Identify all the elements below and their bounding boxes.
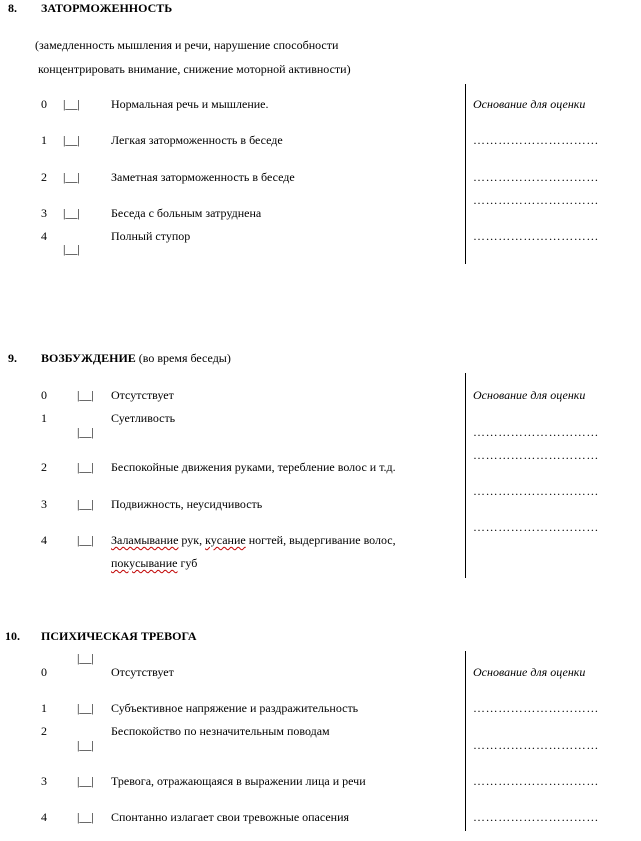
item-text: Спонтанно излагает свои тревожные опасения — [111, 810, 350, 824]
basis-dotted-line[interactable]: ………………………… — [473, 520, 599, 534]
item-score: 4 — [41, 810, 47, 824]
item-checkbox[interactable]: |__| — [63, 206, 80, 220]
item-checkbox[interactable]: |__| — [77, 388, 94, 402]
basis-dotted-line[interactable]: ………………………… — [473, 425, 599, 439]
basis-dotted-line[interactable]: ………………………… — [473, 193, 599, 207]
item-score: 1 — [41, 701, 47, 715]
basis-dotted-line[interactable]: ………………………… — [473, 701, 599, 715]
item-score: 1 — [41, 411, 47, 425]
item-text-line-2 — [111, 556, 197, 570]
item-checkbox[interactable]: |__| — [63, 242, 80, 256]
item-checkbox[interactable]: |__| — [77, 701, 94, 715]
item-text: Подвижность, неусидчивость — [111, 497, 263, 511]
spelling-flag: кусание — [205, 533, 246, 547]
spelling-flag: покусывание — [111, 556, 178, 570]
item-text-line-1 — [111, 533, 396, 547]
item-score: 3 — [41, 774, 47, 788]
spelling-flag: Заламывание — [111, 533, 179, 547]
basis-label: Основание для оценки — [473, 97, 586, 111]
item-checkbox[interactable]: |__| — [63, 133, 80, 147]
basis-dotted-line[interactable]: ………………………… — [473, 133, 599, 147]
vertical-divider — [465, 84, 466, 264]
item-score: 4 — [41, 533, 47, 547]
item-score: 2 — [41, 724, 47, 738]
basis-dotted-line[interactable]: ………………………… — [473, 170, 599, 184]
section-title-suffix: (во время беседы) — [135, 351, 231, 365]
item-checkbox[interactable]: |__| — [77, 497, 94, 511]
item-checkbox[interactable]: |__| — [63, 97, 80, 111]
item-checkbox[interactable]: |__| — [77, 738, 94, 752]
section-number: 10. — [5, 629, 20, 643]
item-text: Беседа с больным затруднена — [111, 206, 262, 220]
item-text: Беспокойство по незначительным поводам — [111, 724, 330, 738]
item-score: 2 — [41, 460, 47, 474]
text-fragment: губ — [177, 556, 198, 570]
item-text: Отсутствует — [111, 665, 174, 679]
section-title: ЗАТОРМОЖЕННОСТЬ — [41, 1, 173, 15]
item-checkbox[interactable]: |__| — [77, 810, 94, 824]
vertical-divider — [465, 373, 466, 578]
item-text: Субъективное напряжение и раздражительность — [111, 701, 359, 715]
basis-label: Основание для оценки — [473, 388, 586, 402]
item-text: Суетливость — [111, 411, 176, 425]
item-score: 3 — [41, 497, 47, 511]
section-title — [41, 351, 231, 365]
item-text: Легкая заторможенность в беседе — [111, 133, 283, 147]
text-fragment: рук, — [178, 533, 206, 547]
basis-dotted-line[interactable]: ………………………… — [473, 229, 599, 243]
section-title: ПСИХИЧЕСКАЯ ТРЕВОГА — [41, 629, 197, 643]
item-checkbox[interactable]: |__| — [77, 651, 94, 665]
item-score: 2 — [41, 170, 47, 184]
item-text: Отсутствует — [111, 388, 174, 402]
basis-dotted-line[interactable]: ………………………… — [473, 810, 599, 824]
section-number: 9. — [8, 351, 17, 365]
item-score: 0 — [41, 665, 47, 679]
item-text: Заметная заторможенность в беседе — [111, 170, 295, 184]
text-fragment: ногтей, выдергивание волос, — [245, 533, 396, 547]
item-text: Полный ступор — [111, 229, 191, 243]
item-checkbox[interactable]: |__| — [63, 170, 80, 184]
item-score: 1 — [41, 133, 47, 147]
basis-dotted-line[interactable]: ………………………… — [473, 738, 599, 752]
item-score: 3 — [41, 206, 47, 220]
item-checkbox[interactable]: |__| — [77, 774, 94, 788]
vertical-divider — [465, 651, 466, 831]
section-title-text: ВОЗБУЖДЕНИЕ — [41, 351, 136, 365]
item-checkbox[interactable]: |__| — [77, 425, 94, 439]
section-number: 8. — [8, 1, 17, 15]
section-description-line-1: (замедленность мышления и речи, нарушение способности — [35, 38, 339, 52]
item-score: 0 — [41, 97, 47, 111]
item-score: 0 — [41, 388, 47, 402]
basis-dotted-line[interactable]: ………………………… — [473, 484, 599, 498]
item-score: 4 — [41, 229, 47, 243]
item-text: Нормальная речь и мышление. — [111, 97, 269, 111]
basis-label: Основание для оценки — [473, 665, 586, 679]
basis-dotted-line[interactable]: ………………………… — [473, 774, 599, 788]
item-checkbox[interactable]: |__| — [77, 533, 94, 547]
item-checkbox[interactable]: |__| — [77, 460, 94, 474]
section-description-line-2: концентрировать внимание, снижение моторной активности) — [38, 62, 351, 76]
item-text: Беспокойные движения руками, теребление волос и т.д. — [111, 460, 396, 474]
basis-dotted-line[interactable]: ………………………… — [473, 448, 599, 462]
item-text: Тревога, отражающаяся в выражении лица и речи — [111, 774, 366, 788]
